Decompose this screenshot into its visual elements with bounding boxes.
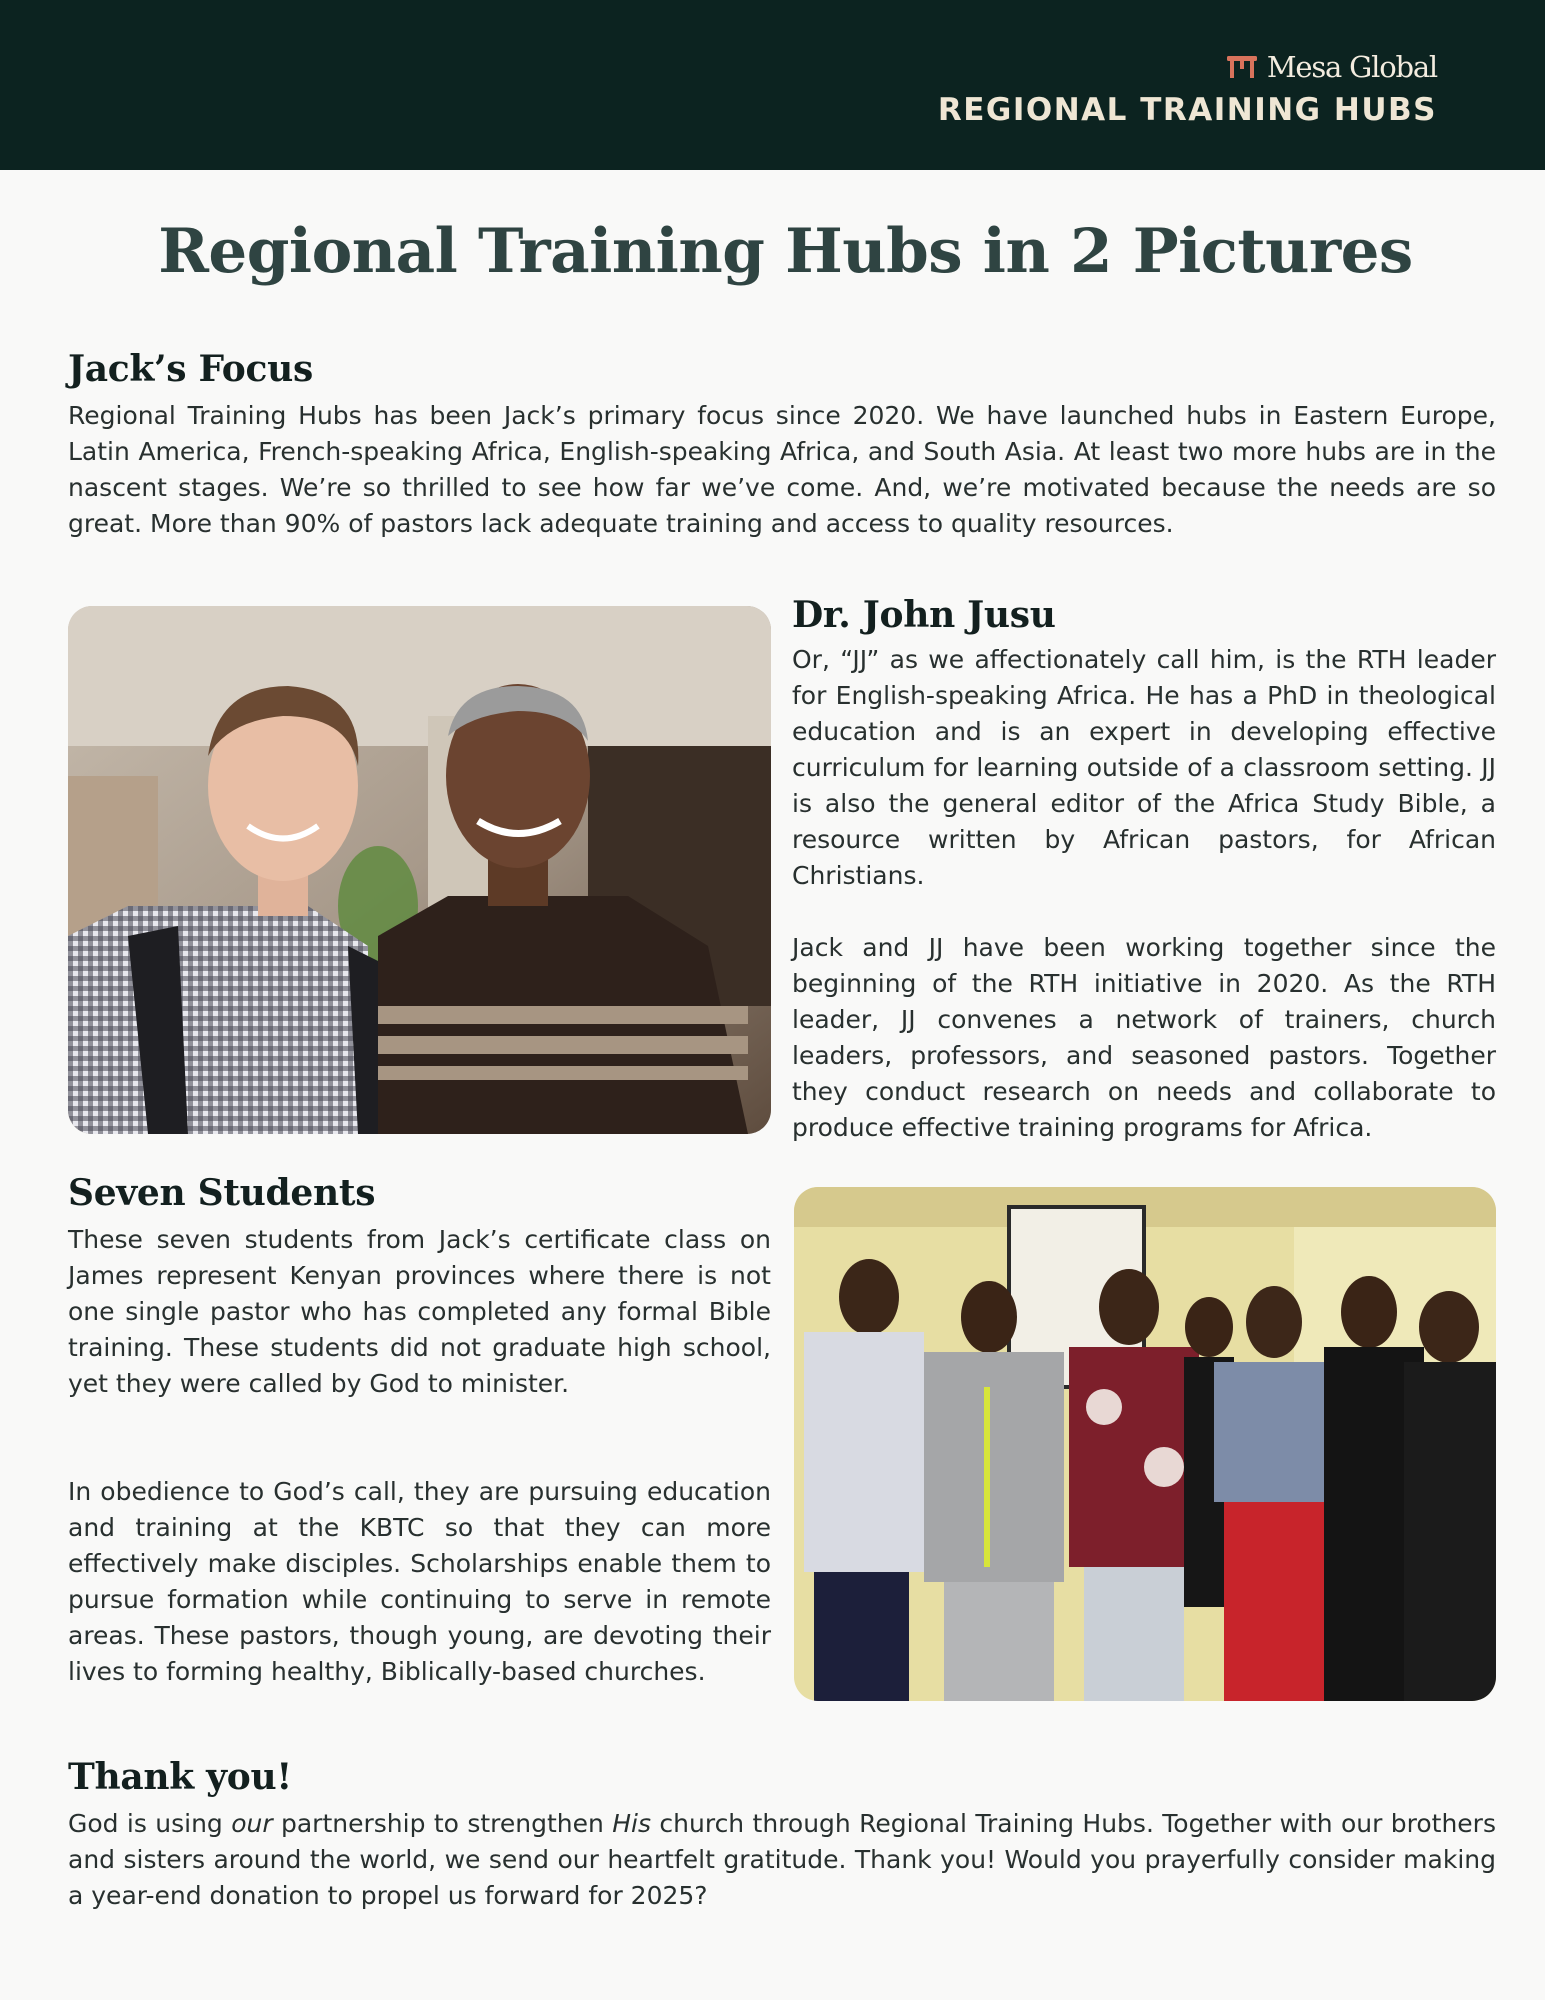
thank-you-emphasis-his: His	[612, 1809, 652, 1838]
thank-you-text-2: partnership to strengthen	[272, 1809, 613, 1838]
john-jusu-paragraph-1: Or, “JJ” as we affectionately call him, is the RTH leader for English-speaking Africa. He has a PhD in theological education and is an expert in developing effective curriculum for learning outside of a classroom setting. JJ is also the general editor of the Africa Study Bible, a resource written by African pastors, for African Christians.	[792, 645, 1496, 890]
john-jusu-paragraph-2: Jack and JJ have been working together since the beginning of the RTH initiative in 2020. As the RTH leader, JJ convenes a network of trainers, church leaders, professors, and seasoned pastors. Together they conduct research on needs and collaborate to produce effective training programs for Africa.	[792, 933, 1496, 1142]
table-icon	[1225, 54, 1259, 80]
heading-seven-students: Seven Students	[68, 1172, 376, 1214]
page-title: Regional Training Hubs in 2 Pictures	[158, 216, 1413, 287]
heading-jacks-focus: Jack’s Focus	[68, 348, 313, 390]
jacks-focus-body: Regional Training Hubs has been Jack’s primary focus since 2020. We have launched hubs in Eastern Europe, Latin America, French-speaking Africa, English-speaking Africa, and South Asia. At least two more hubs are in the nascent stages. We’re so thrilled to see how far we’ve come. And, we’re motivated because the needs are so great. More than 90% of pastors lack adequate training and access to quality resources.	[68, 401, 1496, 538]
heading-john-jusu: Dr. John Jusu	[792, 594, 1056, 636]
heading-thank-you: Thank you!	[68, 1756, 292, 1798]
header-bar	[0, 0, 1545, 170]
brand	[1225, 50, 1437, 84]
brand-name: Mesa Global	[1266, 50, 1437, 84]
thank-you-text-1: God is using	[68, 1809, 232, 1838]
thank-you-text-3: church through Regional Training Hubs. Together with our brothers and sisters around the world, we send our heartfelt gratitude. Thank you! Would you prayerfully consider making a year-end donation to propel us forward for 2025?	[68, 1809, 1496, 1910]
thank-you-body	[68, 1806, 1496, 1914]
seven-students-paragraph-2: In obedience to God’s call, they are pursuing education and training at the KBTC so that they can more effectively make disciples. Scholarships enable them to pursue formation while continuing to serve in remote areas. These pastors, though young, are devoting their lives to forming healthy, Biblically-based churches.	[68, 1477, 771, 1686]
photo-seven-students	[794, 1187, 1496, 1701]
header-subtitle: REGIONAL TRAINING HUBS	[937, 92, 1437, 128]
seven-students-paragraph-1: These seven students from Jack’s certificate class on James represent Kenyan provinces where there is not one single pastor who has completed any formal Bible training. These students did not graduate high school, yet they were called by God to minister.	[68, 1225, 771, 1398]
thank-you-emphasis-our: our	[231, 1809, 273, 1838]
photo-jack-and-jj	[68, 606, 771, 1134]
